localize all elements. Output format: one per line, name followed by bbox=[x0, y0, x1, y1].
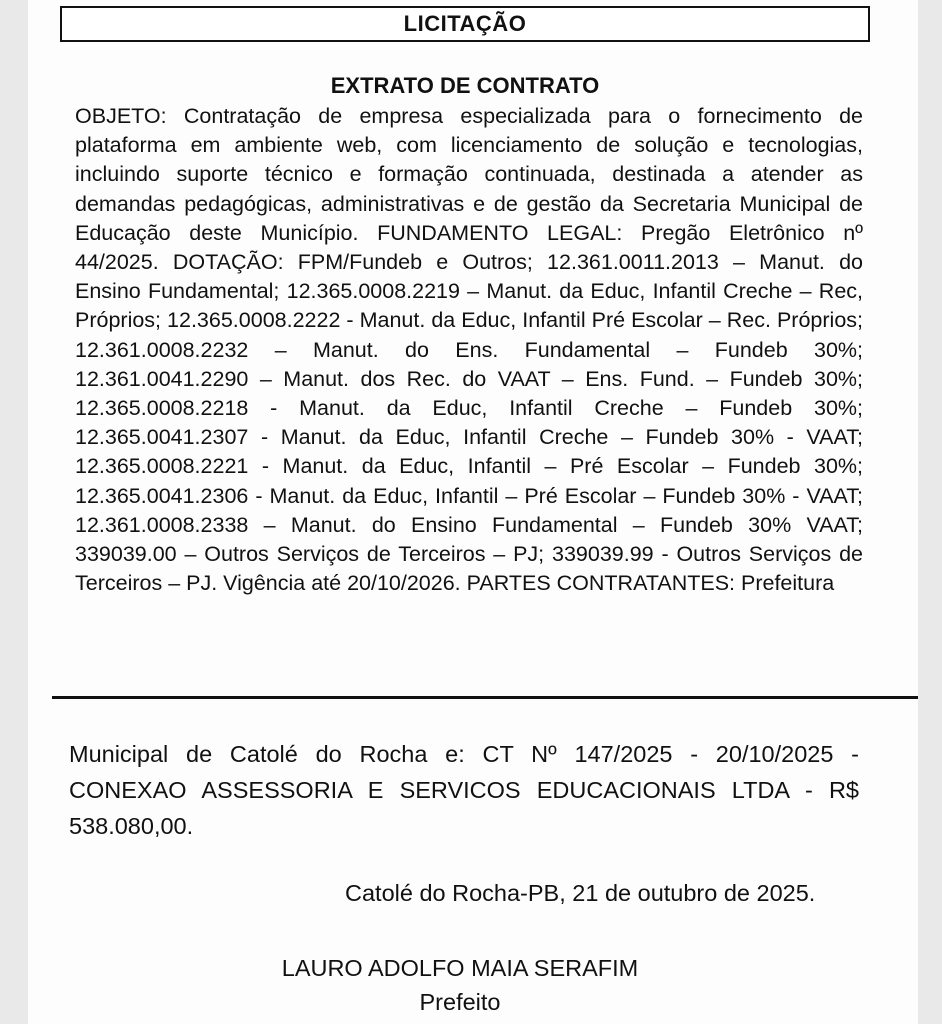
place-and-date: Catolé do Rocha-PB, 21 de outubro de 2025. bbox=[345, 880, 816, 906]
signatory-role: Prefeito bbox=[419, 989, 501, 1015]
document-title: EXTRATO DE CONTRATO bbox=[330, 73, 600, 98]
section-header-box bbox=[60, 6, 870, 42]
contract-body-text: OBJETO: Contratação de empresa especializada para o fornecimento de plataforma em ambiente web, com licenciamento de solução e tecnologias, incluindo suporte técnico e formação continuada, destinada a atender as demandas pedagógicas, administrativas e de gestão da Secretaria Municipal de Educação deste Município. FUNDAMENTO LEGAL: Pregão Eletrônico nº 44/2025. DOTAÇÃO: FPM/Fundeb e Outros; 12.361.0011.2013 – Manut. do Ensino Fundamental; 12.365.0008.2219 – Manut. da Educ, Infantil Creche – Rec, Próprios; 12.365.0008.2222 - Manut. da Educ, Infantil Pré Escolar – Rec. Próprios; 12.361.0008.2232 – Manut. do Ens. Fundamental – Fundeb 30%; 12.361.0041.2290 – Manut. dos Rec. do VAAT – Ens. Fund. – Fundeb 30%; 12.365.0008.2218 - Manut. da Educ, Infantil Creche – Fundeb 30%; 12.365.0041.2307 - Manut. da Educ, Infantil Creche – Fundeb 30% - VAAT; 12.365.0008.2221 - Manut. da Educ, Infantil – Pré Escolar – Fundeb 30%; 12.365.0041.2306 - Manut. da Educ, Infantil – Pré Escolar – Fundeb 30% - VAAT; 12.361.0008.2338 – Manut. do Ensino Fundamental – Fundeb 30% VAAT; 339039.00 – Outros Serviços de Terceiros – PJ; 339039.99 - Outros Serviços de Terceiros – PJ. Vigência até 20/10/2026. PARTES CONTRATANTES: Prefeitura bbox=[75, 104, 863, 596]
contract-continuation-text: Municipal de Catolé do Rocha e: CT Nº 147/2025 - 20/10/2025 - CONEXAO ASSESSORIA E SERVICOS EDUCACIONAIS LTDA - R$ 538.080,00. bbox=[69, 741, 859, 839]
signatory-name: LAURO ADOLFO MAIA SERAFIM bbox=[281, 955, 639, 981]
section-header-title: LICITAÇÃO bbox=[403, 11, 527, 36]
column-divider bbox=[52, 696, 918, 699]
